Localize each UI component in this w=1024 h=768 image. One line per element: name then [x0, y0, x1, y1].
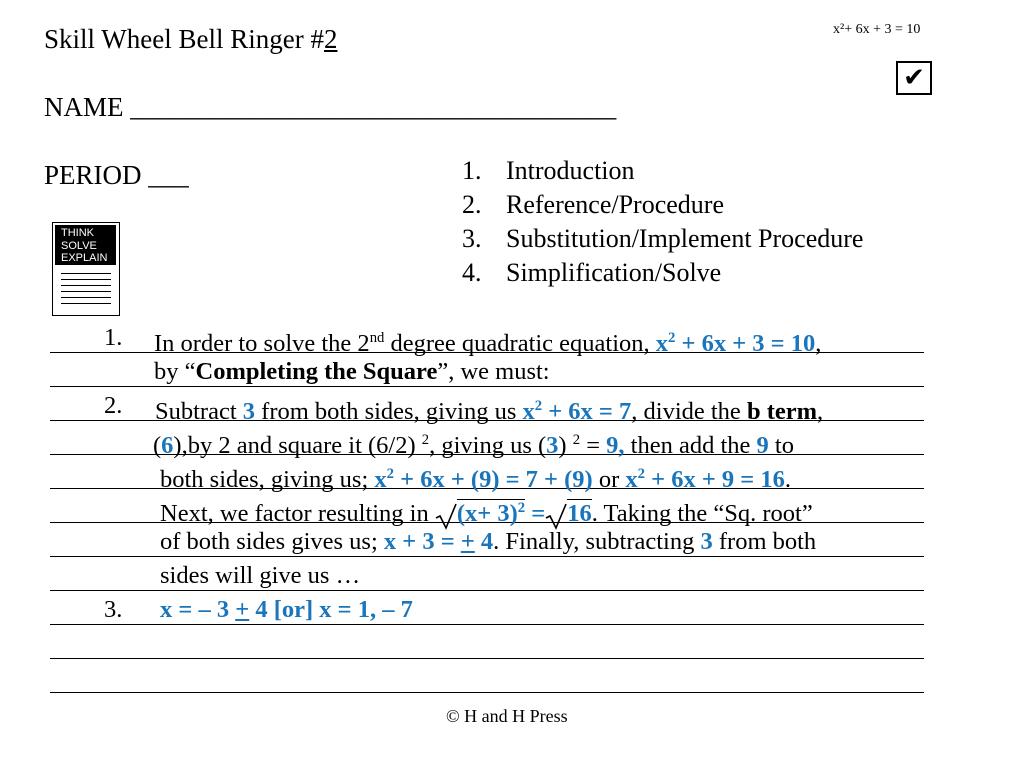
- solution-line: both sides, giving us; $x^2 + 6x + (9) = 7 + (9)$ or $x^2 + 6x + 9 = 16$.: [160, 466, 791, 494]
- solution-line: sides will give us …: [160, 562, 361, 589]
- square-root-icon: [435, 502, 457, 530]
- check-icon[interactable]: ✔: [896, 61, 932, 95]
- step-item: 2. Reference/Procedure: [462, 190, 724, 219]
- equation-label: x²+ 6x + 3 = 10: [833, 22, 921, 37]
- period-field[interactable]: PERIOD ___: [44, 160, 189, 190]
- square-root-icon: [545, 502, 567, 530]
- ruled-line: [50, 692, 924, 693]
- method-line: by “Completing the Square”, we must:: [154, 358, 550, 385]
- worksheet-title: Skill Wheel Bell Ringer #2: [44, 24, 338, 54]
- final-answer: x = – 3 + 4 [or] x = 1, – 7: [160, 596, 413, 623]
- procedure-steps: [462, 154, 863, 290]
- solution-line: Next, we factor resulting in $(x+ 3)^2 = 16$. Taking the “Sq. root”: [160, 493, 813, 530]
- step-item: 1. Introduction: [462, 156, 635, 185]
- item-number: 3.: [104, 596, 123, 623]
- solution-line: Subtract 3 from both sides, giving us $x^2 + 6x = 7$, divide the b term,: [155, 398, 824, 426]
- item-number: 1.: [104, 324, 123, 351]
- item-number: 2.: [104, 392, 123, 419]
- think-solve-explain-icon: THINK SOLVE EXPLAIN: [52, 222, 120, 316]
- ruled-line: [50, 658, 924, 659]
- step-item: 4. Simplification/Solve: [462, 258, 722, 287]
- problem-statement: In order to solve the 2nd degree quadratic equation, $x^2 + 6x + 3 = 10$,: [154, 330, 822, 358]
- solution-line: (6),by 2 and square it (6/2) $^2$, giving us (3) $^2$ = 9, then add the 9 to: [153, 432, 794, 460]
- name-field[interactable]: NAME ____________________________________: [44, 92, 617, 122]
- step-item: 3. Substitution/Implement Procedure: [462, 224, 864, 253]
- solution-line: of both sides gives us; x + 3 = + 4. Finally, subtracting 3 from both: [160, 528, 817, 555]
- copyright-footer: © H and H Press: [446, 706, 568, 726]
